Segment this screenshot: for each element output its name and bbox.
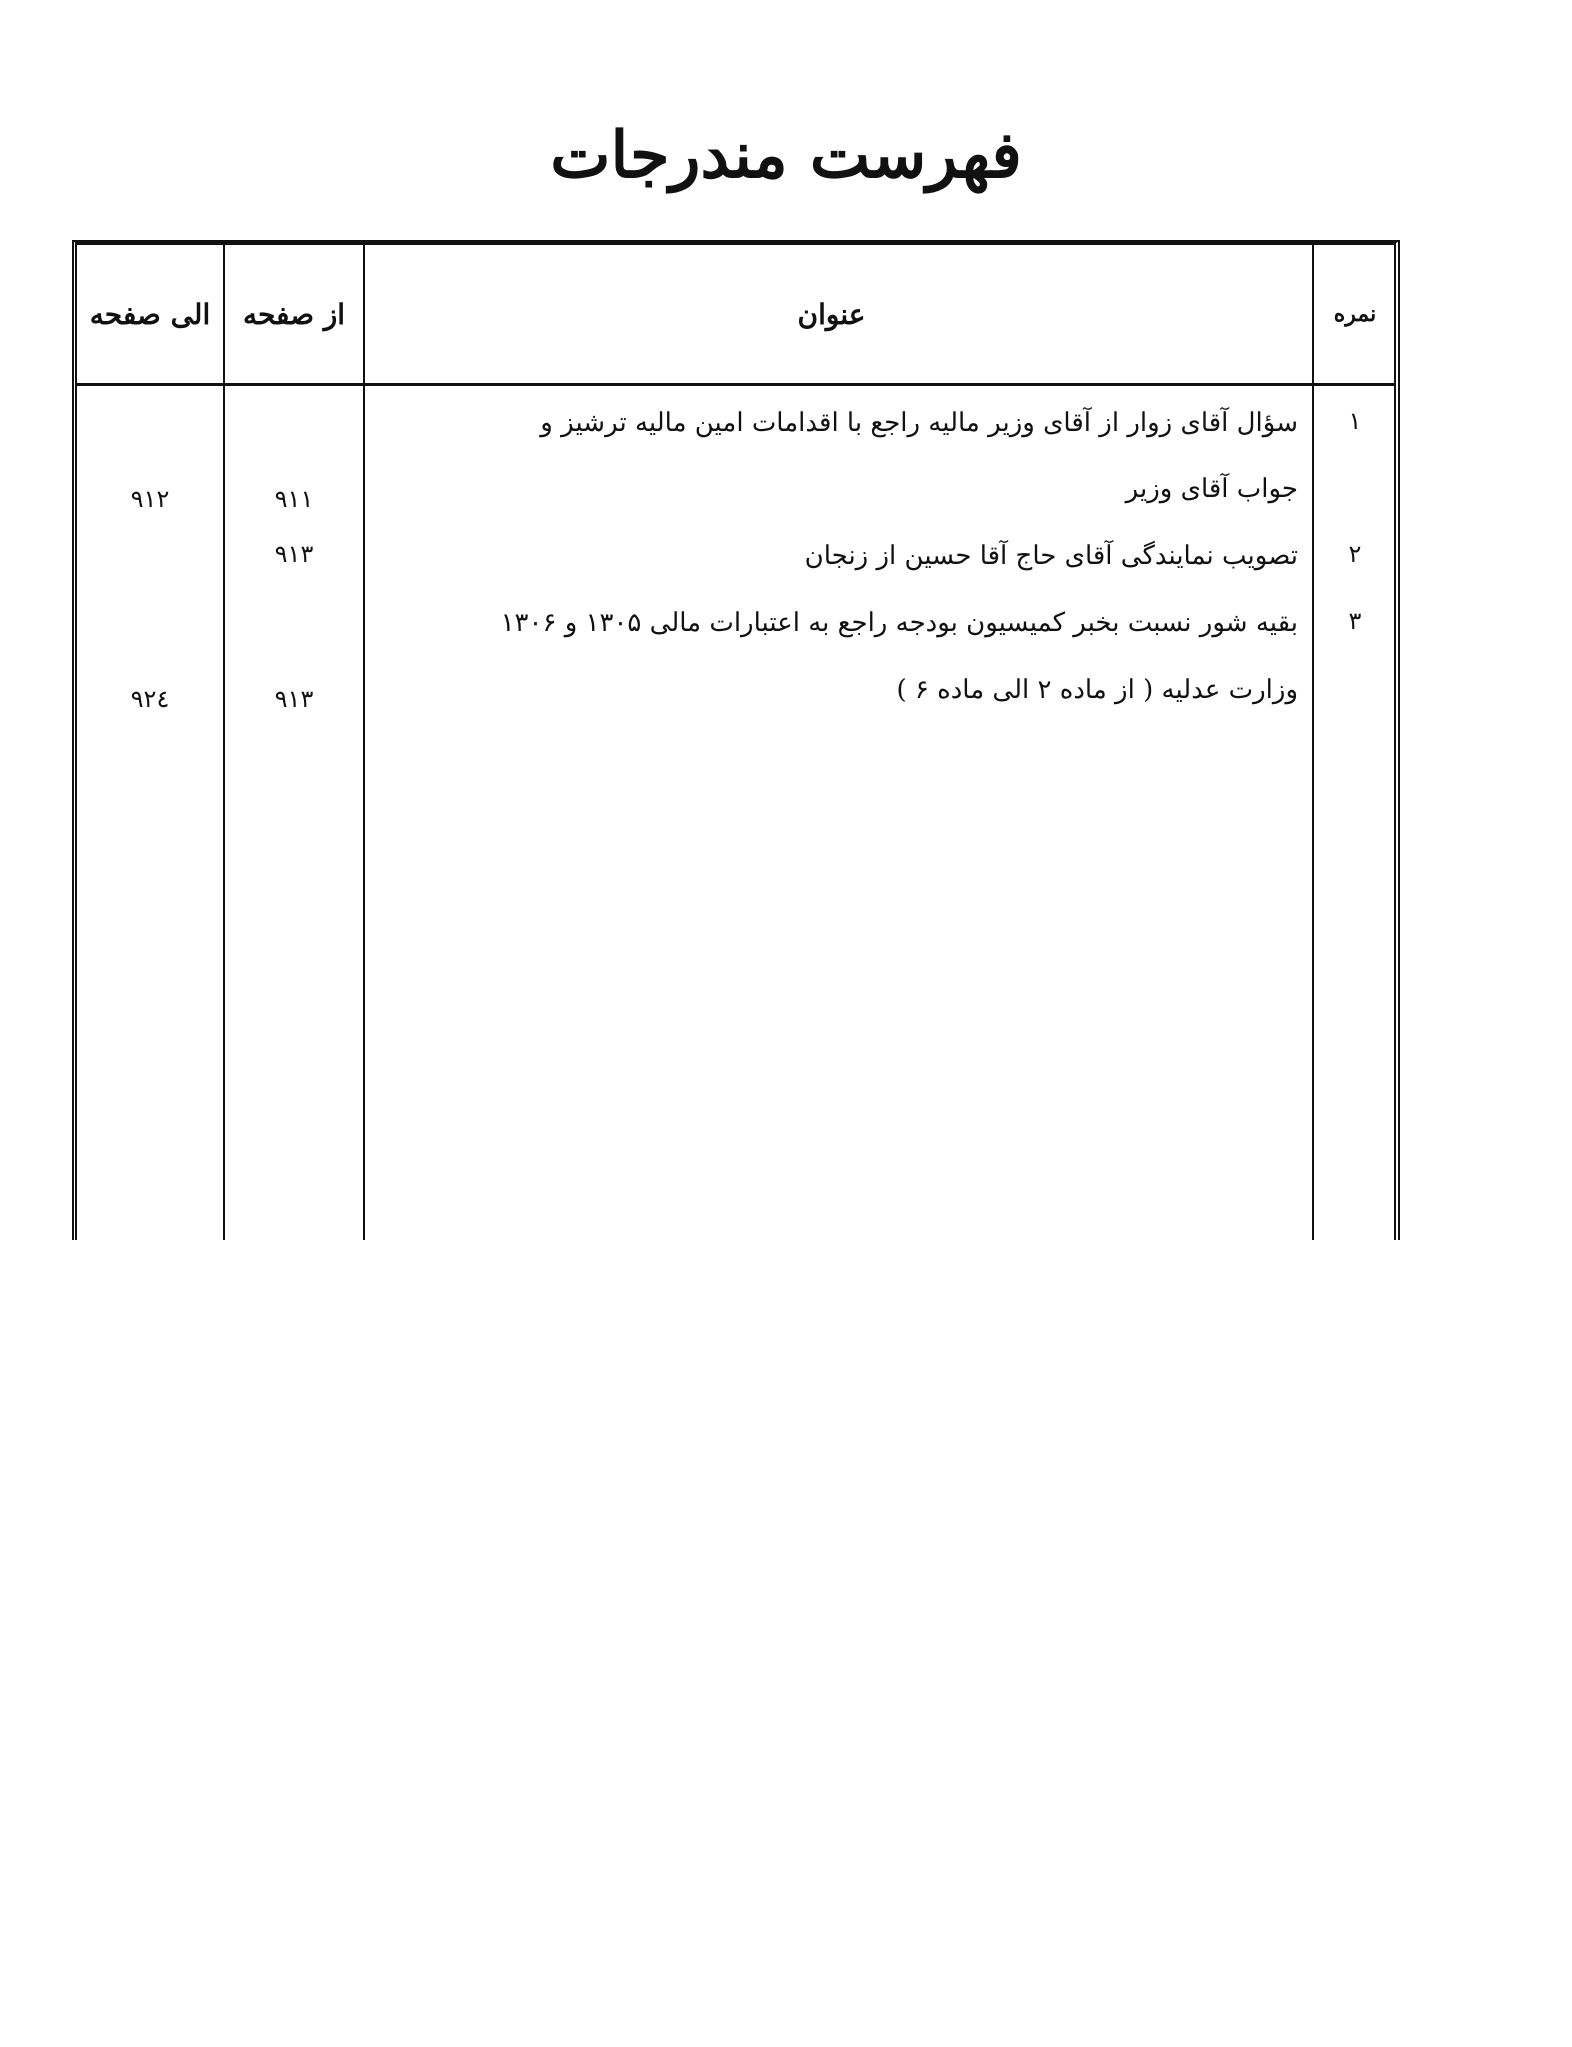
row-to-page: ۹۱۲ [130, 485, 170, 513]
header-title: عنوان [797, 297, 866, 331]
row-from-page: ۹۱۳ [274, 685, 314, 713]
table-header [77, 245, 1394, 386]
header-from-page: از صفحه [242, 297, 346, 331]
row-title-line: بقیه شور نسبت بخبر کمیسیون بودجه راجع به اعتبارات مالی ۱۳۰۵ و ۱۳۰۶ [500, 608, 1298, 638]
header-to-page: الی صفحه [89, 297, 211, 331]
divider-from-to [223, 245, 225, 1240]
row-from-page: ۹۱۱ [274, 485, 314, 513]
row-number: ۳ [1348, 607, 1362, 635]
row-title-line: تصویب نمایندگی آقای حاج آقا حسین از زنجان [804, 541, 1298, 571]
row-title-line: جواب آقای وزیر [1125, 474, 1298, 504]
row-title-line: وزارت عدلیه ( از ماده ۲ الی ماده ۶ ) [896, 675, 1298, 705]
row-title-line: سؤال آقای زوار از آقای وزیر مالیه راجع با اقدامات امین مالیه ترشیز و [540, 408, 1298, 438]
row-from-page: ۹۱۳ [274, 540, 314, 568]
row-number: ۲ [1348, 540, 1362, 568]
header-number: نمره [1333, 301, 1377, 327]
row-number: ۱ [1348, 407, 1362, 435]
row-to-page: ۹۲٤ [130, 685, 170, 713]
page-title: فهرست مندرجات [550, 118, 1022, 193]
contents-table [72, 240, 1400, 1240]
divider-number-title [1312, 245, 1314, 1240]
